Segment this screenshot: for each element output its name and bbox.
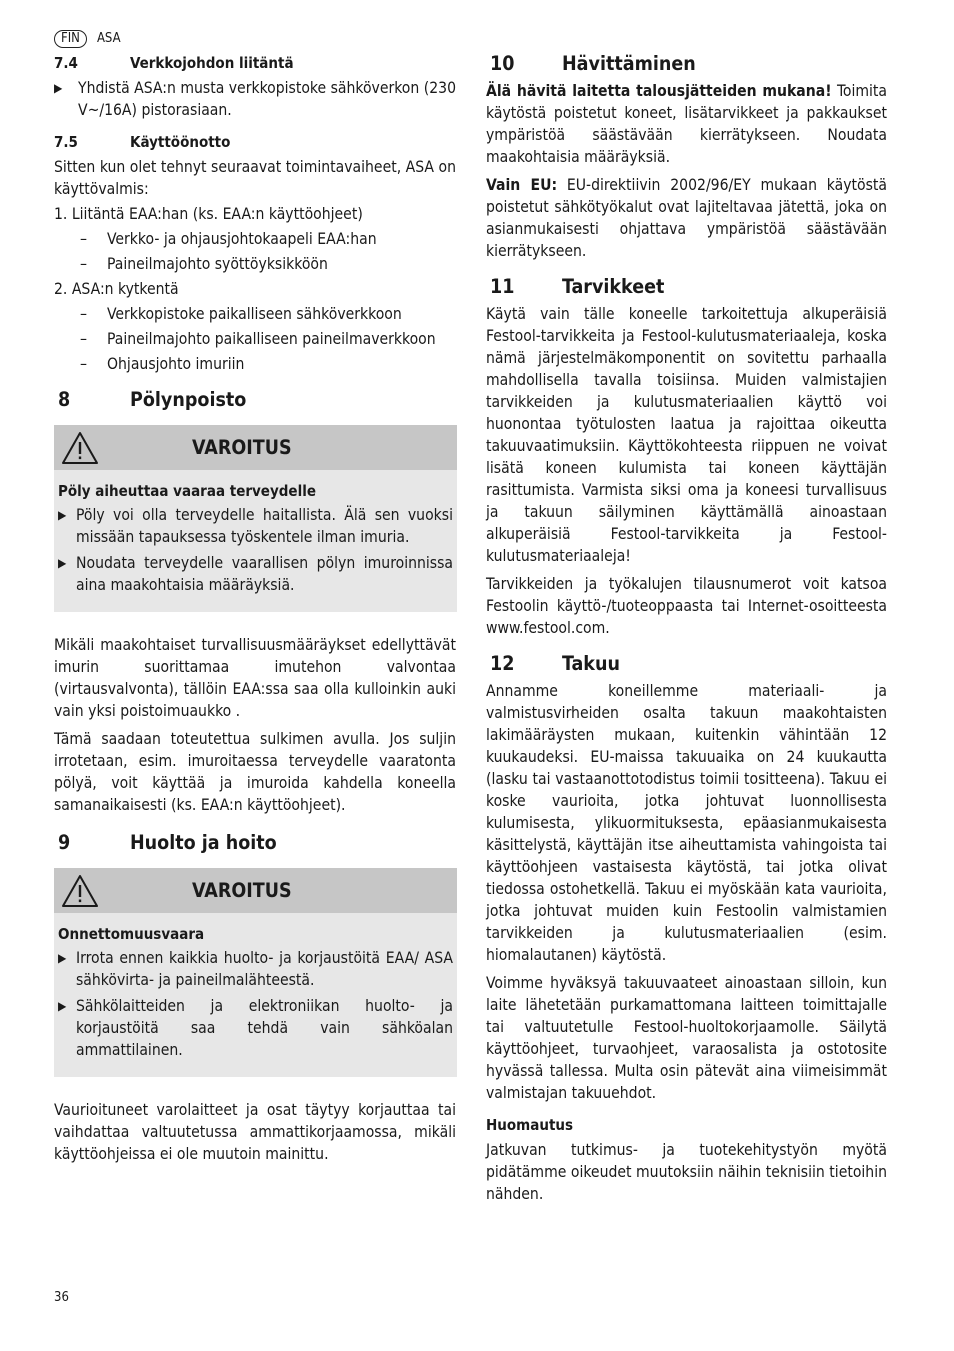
paragraph: Käytä vain tälle koneelle tarkoitettuja alkuperäisiä Festool-tarvikkeita ja Festool-kulutusmateriaaleja, koska nämä järjestelmäkomponentit on sovitettu parhaalla mahdollisella tavalla toisiinsa. Muiden valmistajien tarvikkeiden ja kulutusmateriaalien käyttö voi huonontaa työtulosten laatua ja rajoittaa oikeutta takuuvaatimuksiin. Käyttökohteesta riippuen ne voivat lisätä koneen kulumista tai koneen käyttäjän rasittumista. Varmista siksi oma ja koneesi turvallisuus ja takuun säilyminen käyttämällä ainoastaan alkuperäisiä Festool-tarvikkeita ja Festool-kulutusmateriaaleja! — [486, 305, 887, 565]
right-column — [486, 50, 887, 1211]
bullet-triangle-icon: ▶ — [58, 999, 67, 1013]
bullet-item: ▶ Sähkölaitteiden ja elektroniikan huolto- ja korjaustöitä saa tehdä vain sähköalan ammattilainen. — [58, 997, 453, 1059]
paragraph: Vain EU: EU-direktiivin 2002/96/EY mukaan käytöstä poistetut sähkötyökalut ovat lajiteltavaa jätettä, joka on asianmukaisesti ohjattava ympäristöä säästävään kierrätykseen. — [486, 176, 887, 260]
bullet-triangle-icon: ▶ — [58, 508, 67, 522]
dash-item: – Verkko- ja ohjausjohtokaapeli EAA:han — [80, 230, 377, 248]
dash-item: – Paineilmajohto paikalliseen paineilmaverkkoon — [80, 330, 436, 348]
paragraph: Tarvikkeiden ja työkalujen tilausnumerot voit katsoa Festoolin käyttö-/tuoteoppaasta tai Internet-osoitteesta www.festool.com. — [486, 575, 887, 637]
paragraph: Älä hävitä laitetta talousjätteiden mukana! Toimita käytöstä poistetut koneet, lisätarvikkeet ja pakkaukset ympäristöä säästävään kierrätykseen. Noudata maakohtaisia määräyksiä. — [486, 82, 887, 166]
warning-body — [54, 913, 457, 1077]
paragraph: Tämä saadaan toteutettua sulkimen avulla. Jos suljin irrotetaan, esim. imuroitaessa terveydelle vaaratonta pölyä, voit käyttää ja imuroida kahdella koneella samanaikaisesti (ks. EAA:n käyttöohjeet). — [54, 730, 456, 814]
section-7-5-intro: Sitten kun olet tehnyt seuraavat toimintavaiheet, ASA on käyttövalmis: — [54, 158, 456, 198]
language-header — [54, 26, 121, 48]
bullet-triangle-icon: ▶ — [54, 81, 63, 95]
numbered-item-1: 1. Liitäntä EAA:han (ks. EAA:n käyttöohjeet) — [54, 205, 363, 223]
warning-subtitle: Pöly aiheuttaa vaaraa terveydelle — [58, 482, 316, 500]
section-9-heading: 9 Huolto ja hoito — [58, 831, 277, 854]
section-7-5-heading: 7.5 Käyttöönotto — [54, 133, 231, 151]
warning-subtitle: Onnettomuusvaara — [58, 925, 205, 943]
warning-label: VAROITUS — [192, 435, 292, 459]
warning-label: VAROITUS — [192, 878, 292, 902]
warning-box-dust — [54, 425, 457, 612]
warning-body — [54, 470, 457, 612]
warning-header — [54, 868, 457, 913]
dash-item: – Ohjausjohto imuriin — [80, 355, 245, 373]
dash-item: – Paineilmajohto syöttöyksikköön — [80, 255, 328, 273]
section-10-heading: 10 Hävittäminen — [490, 52, 696, 75]
bullet-item: ▶ Noudata terveydelle vaarallisen pölyn imuroinnissa aina maakohtaisia määräyksiä. — [58, 554, 453, 594]
section-8-heading: 8 Pölynpoisto — [58, 388, 247, 411]
bullet-item: ▶ Pöly voi olla terveydelle haitallista. Älä sen vuoksi missään tapauksessa työskentele ilman imuria. — [58, 506, 453, 546]
language-badge: FIN — [54, 30, 87, 48]
section-12-heading: 12 Takuu — [490, 652, 620, 675]
note-heading: Huomautus — [486, 1116, 574, 1134]
paragraph: Annamme koneillemme materiaali- ja valmistusvirheiden osalta takuun maakohtaisten lakimääräysten mukaan, kuitenkin vähintään 12 kuukaudeksi. EU-maissa takuuaika on 24 kuukautta (lasku tai vastaanottotodistus toimii tositteena). Takuu ei koske vaurioita, jotka johtuvat luonnollisesta kulumisesta, ylikuormituksesta, epäasianmukaisesta käsittelystä, käyttäjän itse aiheuttamista vahingoista tai käyttöohjeen vastaisesta käytöstä, tai jotka olivat tiedossa ostohetkellä. Takuu ei myöskään kata vaurioita, jotka johtuvat muiden kuin Festoolin valmistamien tarvikkeiden ja kulutusmateriaalien (esim. hiomalautanen) käytöstä. — [486, 682, 887, 964]
bullet-triangle-icon: ▶ — [58, 951, 67, 965]
bullet-item: ▶ Yhdistä ASA:n musta verkkopistoke sähköverkon (230 V~/16A) pistorasiaan. — [54, 79, 456, 119]
left-column — [54, 50, 456, 1171]
warning-header — [54, 425, 457, 470]
paragraph: Voimme hyväksyä takuuvaateet ainoastaan silloin, kun laite lähetetään purkamattomana laitteen toimittajalle tai valtuutetulle Festool-huoltokorjaamolle. Säilytä käyttöohjeet, turvaohjeet, varaosalista ja ostotosite hyvässä tallessa. Multa osin pätevät aina viimeisimmät valmistajan takuuehdot. — [486, 974, 887, 1102]
paragraph: Mikäli maakohtaiset turvallisuusmääräykset edellyttävät imurin suorittamaa imutehon valvontaa (virtausvalvonta), tällöin EAA:ssa saa olla kulloinkin auki vain yksi poistoimuaukko . — [54, 636, 456, 720]
section-11-heading: 11 Tarvikkeet — [490, 275, 665, 298]
bullet-item: ▶ Irrota ennen kaikkia huolto- ja korjaustöitä EAA/ ASA sähkövirta- ja paineilmalähteestä. — [58, 949, 453, 989]
paragraph: Vaurioituneet varolaitteet ja osat täytyy korjauttaa tai vaihdattaa valtuutetussa ammattikorjaamossa, mikäli käyttöohjeissa ei ole muutoin mainittu. — [54, 1101, 456, 1163]
section-7-4-heading: 7.4 Verkkojohdon liitäntä — [54, 54, 294, 72]
page-number: 36 — [54, 1290, 69, 1305]
note-text: Jatkuvan tutkimus- ja tuotekehitystyön myötä pidätämme oikeudet muutoksiin näihin teknisiin tietoihin nähden. — [486, 1141, 887, 1203]
numbered-item-2: 2. ASA:n kytkentä — [54, 280, 179, 298]
product-name: ASA — [96, 31, 121, 46]
bullet-triangle-icon: ▶ — [58, 556, 67, 570]
dash-item: – Verkkopistoke paikalliseen sähköverkkoon — [80, 305, 402, 323]
warning-triangle-icon — [54, 431, 106, 465]
warning-box-accident — [54, 868, 457, 1077]
warning-triangle-icon — [54, 874, 106, 908]
